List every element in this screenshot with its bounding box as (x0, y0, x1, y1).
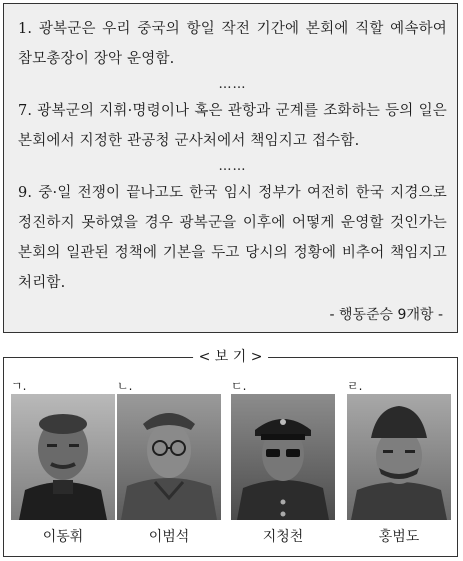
portrait-photo (117, 394, 221, 520)
portrait-photo (11, 394, 115, 520)
source-citation: - 행동준승 9개항 - (329, 307, 443, 323)
person-name: 이동휘 (42, 529, 84, 545)
bogi-title: < 보 기 > (193, 348, 269, 366)
person-rieul (347, 378, 451, 546)
source-document-box (3, 3, 458, 333)
article-9: 9. 중·일 전쟁이 끝나고도 한국 임시 정부가 여전히 한국 지경으로 정진하지 못하였을 경우 광복군을 이후에 어떻게 운영할 것인가는 본회의 일관된 정책에 기본을 두고 당시의 정황에 비추어 책임지고 처리함. (18, 185, 447, 291)
option-mark: ㄴ. (117, 379, 133, 393)
person-giyeok (11, 378, 115, 546)
bogi-box (3, 349, 458, 557)
option-mark: ㄹ. (347, 379, 363, 393)
person-nieun (117, 378, 221, 546)
person-name: 홍범도 (378, 529, 420, 545)
portrait-photo (347, 394, 451, 520)
ellipsis-1: …… (218, 77, 247, 92)
person-name: 이범석 (148, 529, 190, 545)
option-mark: ㄷ. (231, 379, 247, 393)
ellipsis-2: …… (218, 159, 247, 174)
option-mark: ㄱ. (11, 379, 27, 393)
portrait-photo (231, 394, 335, 520)
article-7: 7. 광복군의 지휘·명령이나 혹은 관항과 군계를 조화하는 등의 일은 본회에서 지정한 관공청 군사처에서 책임지고 접수함. (18, 103, 447, 149)
article-1: 1. 광복군은 우리 중국의 항일 작전 기간에 본회에 직할 예속하여 참모총장이 장악 운영함. (18, 21, 447, 67)
person-digeut (231, 378, 335, 546)
person-name: 지청천 (262, 529, 304, 545)
